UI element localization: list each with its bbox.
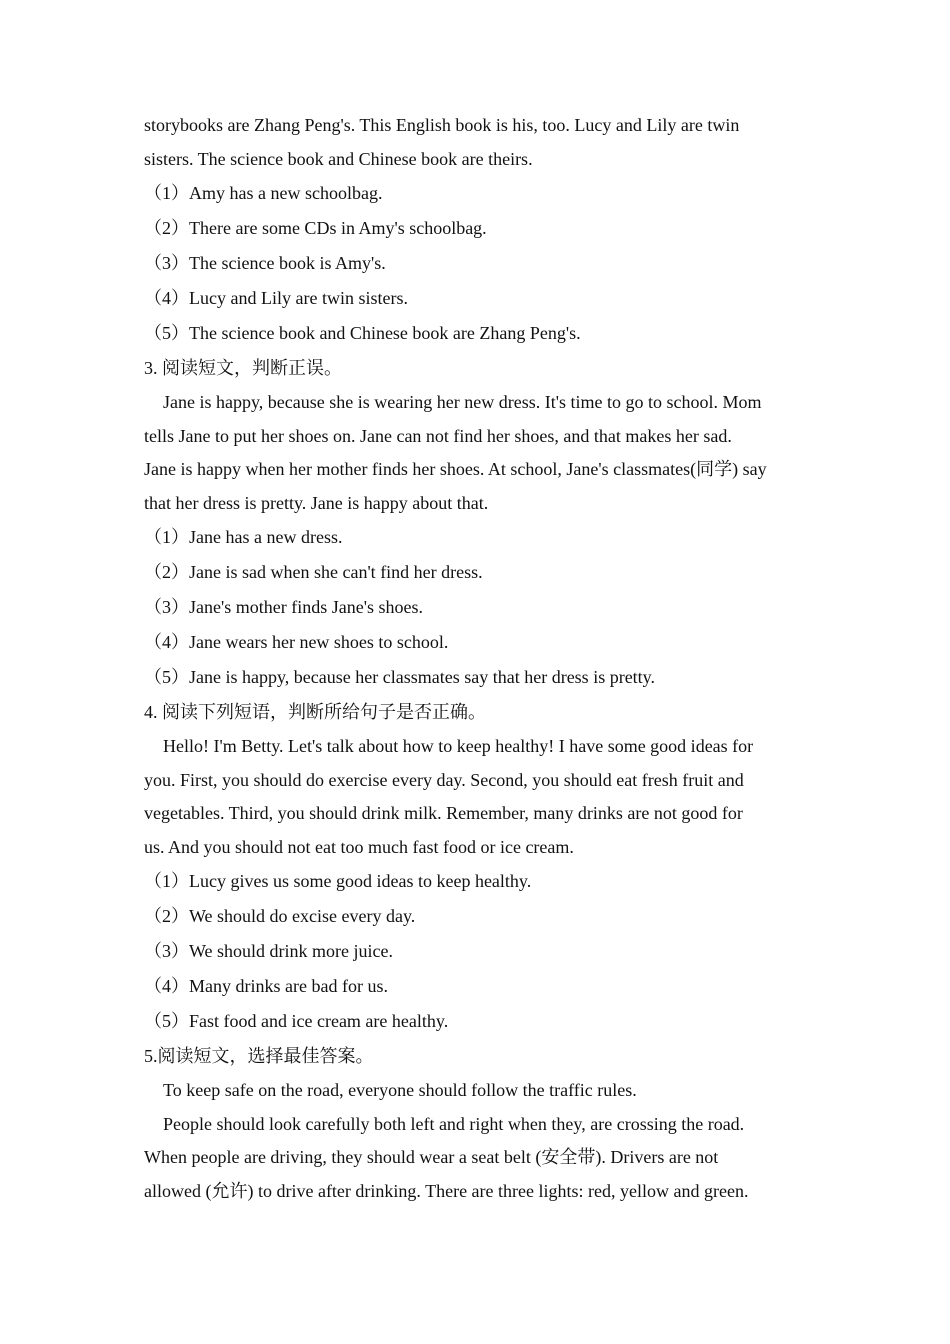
section-2-passage — [144, 109, 814, 176]
section-5-heading: 5.阅读短文，选择最佳答案。 — [144, 1046, 374, 1066]
section-5-paragraph-2 — [144, 1108, 814, 1209]
section-5-paragraph-1: To keep safe on the road, everyone should follow the traffic rules. — [163, 1080, 637, 1100]
statement-item: （5）Jane is happy, because her classmates say that her dress is pretty. — [144, 667, 656, 687]
statement-item: （2）We should do excise every day. — [144, 906, 416, 926]
statement-item: （4）Many drinks are bad for us. — [144, 976, 388, 996]
passage-line: you. First, you should do exercise every day. Second, you should eat fresh fruit and — [144, 769, 744, 790]
statement-item: （1）Amy has a new schoolbag. — [144, 183, 383, 203]
passage-line: When people are driving, they should wear a seat belt (安全带). Drivers are not — [144, 1147, 719, 1167]
passage-line: People should look carefully both left and right when they, are crossing the road. — [163, 1113, 745, 1134]
passage-line: that her dress is pretty. Jane is happy about that. — [144, 492, 489, 513]
document-page — [144, 109, 814, 1208]
passage-line: us. And you should not eat too much fast food or ice cream. — [144, 836, 574, 857]
passage-line: Jane is happy, because she is wearing her new dress. It's time to go to school. Mom — [163, 392, 762, 412]
passage-line: sisters. The science book and Chinese book are theirs. — [144, 148, 533, 169]
passage-line: Hello! I'm Betty. Let's talk about how to keep healthy! I have some good ideas for — [163, 736, 754, 756]
passage-line: allowed (允许) to drive after drinking. There are three lights: red, yellow and green. — [144, 1180, 749, 1201]
statement-item: （5）Fast food and ice cream are healthy. — [144, 1011, 449, 1031]
section-2-items — [144, 176, 814, 351]
section-3-heading: 3. 阅读短文，判断正误。 — [144, 358, 342, 378]
statement-item: （3）The science book is Amy's. — [144, 253, 386, 273]
statement-item: （2）There are some CDs in Amy's schoolbag. — [144, 218, 487, 238]
statement-item: （4）Lucy and Lily are twin sisters. — [144, 288, 408, 308]
section-4-passage — [144, 730, 814, 864]
statement-item: （1）Jane has a new dress. — [144, 527, 343, 547]
passage-line: vegetables. Third, you should drink milk. Remember, many drinks are not good for — [144, 803, 743, 823]
section-4-heading: 4. 阅读下列短语，判断所给句子是否正确。 — [144, 702, 486, 722]
statement-item: （3）Jane's mother finds Jane's shoes. — [144, 597, 423, 617]
statement-item: （1）Lucy gives us some good ideas to keep healthy. — [144, 871, 532, 891]
statement-item: （5）The science book and Chinese book are Zhang Peng's. — [144, 323, 581, 343]
section-3-items — [144, 520, 814, 695]
passage-line: Jane is happy when her mother finds her shoes. At school, Jane's classmates(同学) say — [144, 459, 767, 479]
statement-item: （2）Jane is sad when she can't find her dress. — [144, 562, 483, 582]
statement-item: （4）Jane wears her new shoes to school. — [144, 632, 449, 652]
passage-line: tells Jane to put her shoes on. Jane can not find her shoes, and that makes her sad. — [144, 425, 732, 446]
section-4-items — [144, 864, 814, 1039]
passage-line: storybooks are Zhang Peng's. This English book is his, too. Lucy and Lily are twin — [144, 115, 740, 135]
section-3-passage — [144, 386, 814, 520]
statement-item: （3）We should drink more juice. — [144, 941, 394, 961]
